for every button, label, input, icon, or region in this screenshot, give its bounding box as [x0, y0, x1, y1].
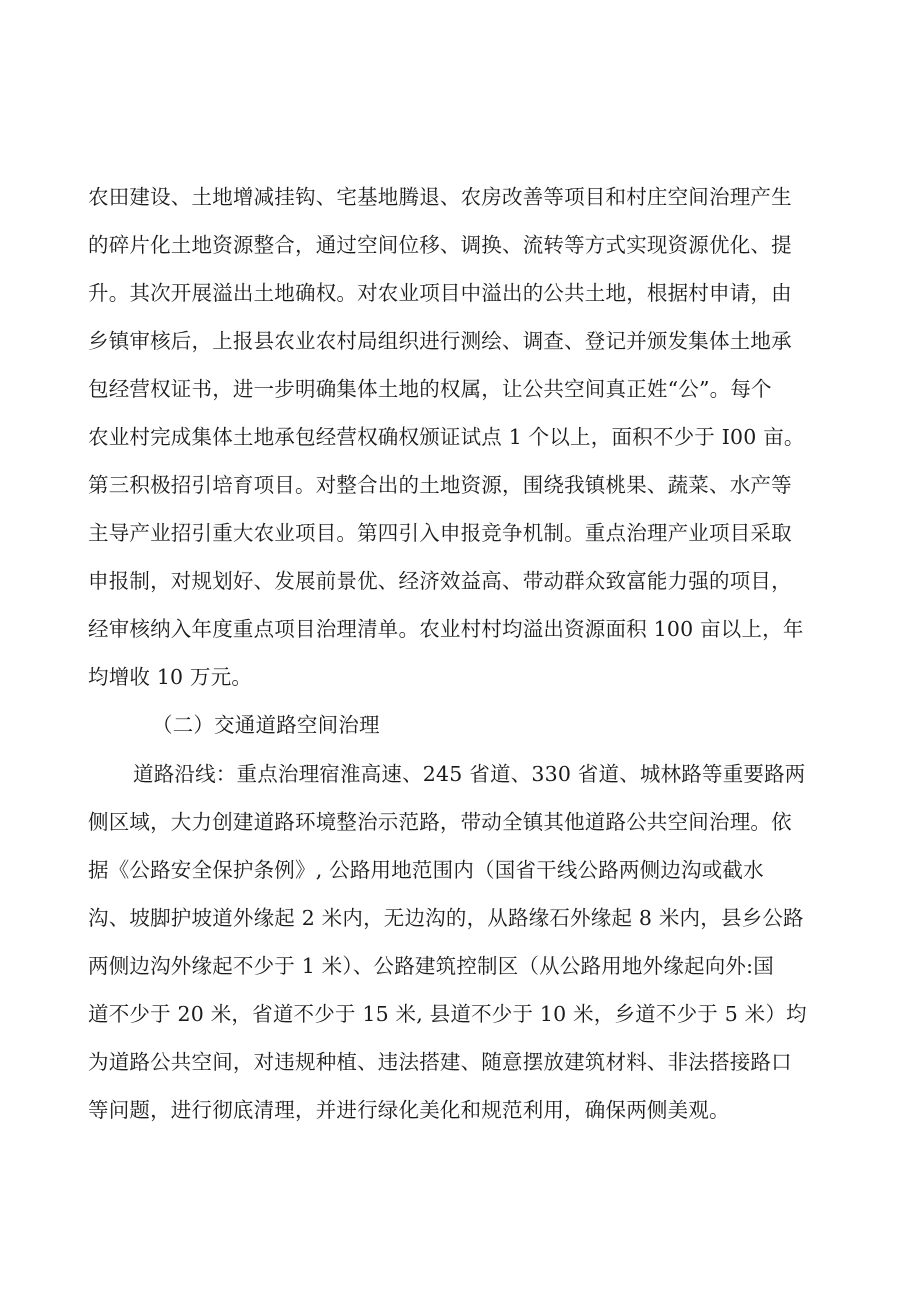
paragraph-1-line-7: 第三积极招引培育项目。对整合出的土地资源，围绕我镇桃果、蔬菜、水产等	[88, 473, 792, 497]
paragraph-1-line-2: 的碎片化土地资源整合，通过空间位移、调换、流转等方式实现资源优化、提	[88, 233, 792, 257]
paragraph-1-line-8: 主导产业招引重大农业项目。第四引入申报竞争机制。重点治理产业项目采取	[88, 521, 792, 545]
section-heading: （二）交通道路空间治理	[152, 713, 380, 737]
paragraph-1-line-5: 包经营权证书，进一步明确集体土地的权属，让公共空间真正姓“公”。每个	[88, 377, 772, 401]
paragraph-1-line-6: 农业村完成集体土地承包经营权确权颁证试点 1 个以上，面积不少于 I00 亩。	[88, 425, 805, 449]
paragraph-2-line-7: 为道路公共空间，对违规种植、违法搭建、随意摆放建筑材料、非法搭接路口	[88, 1050, 792, 1074]
paragraph-2-line-2: 侧区域，大力创建道路环境整治示范路，带动全镇其他道路公共空间治理。依	[88, 810, 792, 834]
paragraph-1-line-1: 农田建设、土地增减挂钩、宅基地腾退、农房改善等项目和村庄空间治理产生	[88, 185, 792, 209]
paragraph-2-line-1: 道路沿线：重点治理宿淮高速、245 省道、330 省道、城林路等重要路两	[133, 762, 806, 786]
paragraph-2-line-3: 据《公路安全保护条例》, 公路用地范围内（国省干线公路两侧边沟或截水	[88, 858, 764, 882]
paragraph-1-line-10: 经审核纳入年度重点项目治理清单。农业村村均溢出资源面积 100 亩以上，年	[88, 617, 804, 641]
paragraph-1-line-3: 升。其次开展溢出土地确权。对农业项目中溢出的公共土地，根据村申请，由	[88, 281, 792, 305]
paragraph-1-line-4: 乡镇审核后，上报县农业农村局组织进行测绘、调查、登记并颁发集体土地承	[88, 329, 792, 353]
paragraph-1-line-11: 均增收 10 万元。	[88, 665, 253, 689]
paragraph-2-line-8: 等问题，进行彻底清理，并进行绿化美化和规范利用，确保两侧美观。	[88, 1098, 730, 1122]
paragraph-2-line-4: 沟、坡脚护坡道外缘起 2 米内，无边沟的，从路缘石外缘起 8 米内，县乡公路	[88, 906, 804, 930]
paragraph-2-line-6: 道不少于 20 米，省道不少于 15 米, 县道不少于 10 米，乡道不少于 5 米）均	[88, 1002, 807, 1026]
paragraph-2-line-5: 两侧边沟外缘起不少于 1 米）、公路建筑控制区（从公路用地外缘起向外:国	[88, 954, 774, 978]
paragraph-1-line-9: 申报制，对规划好、发展前景优、经济效益高、带动群众致富能力强的项目，	[88, 569, 792, 593]
